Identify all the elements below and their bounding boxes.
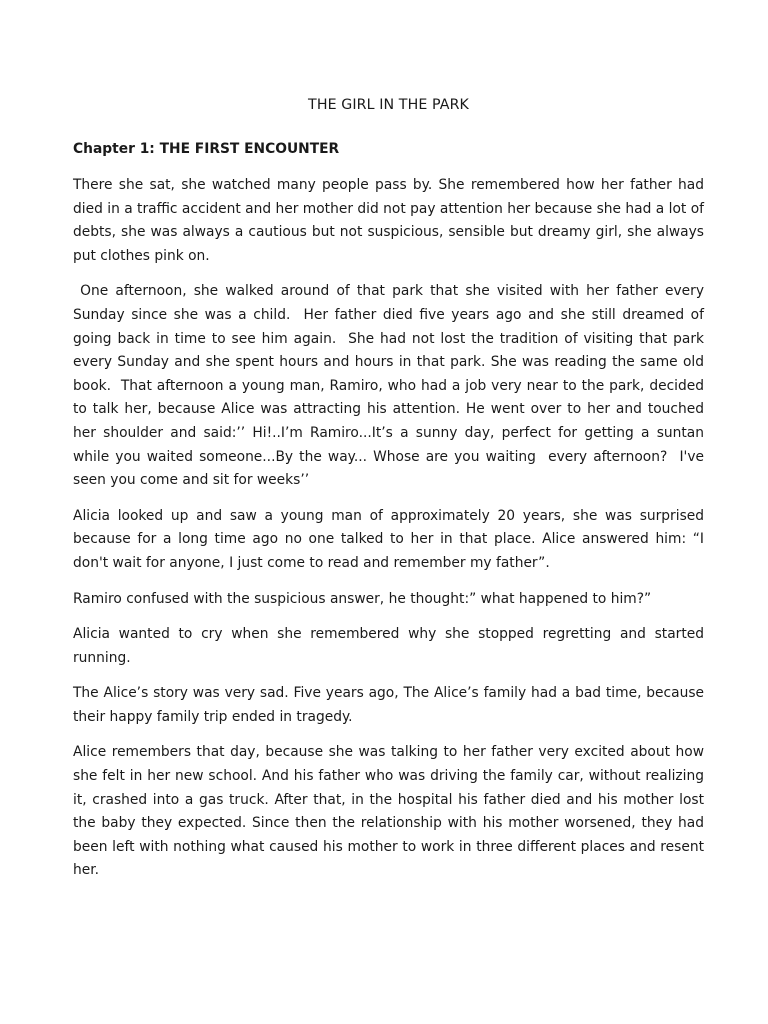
- paragraph-4: Ramiro confused with the suspicious answer, he thought:” what happened to him?”: [73, 590, 652, 607]
- document-title: THE GIRL IN THE PARK: [308, 97, 469, 113]
- paragraph-1: There she sat, she watched many people pass by. She remembered how her father had died in a traffic accident and her mother did not pay attention her because she had a lot of debts, she was always a cautious but not suspicious, sensible but dreamy girl, she always put clothes pink on.: [73, 177, 709, 264]
- paragraph-7: Alice remembers that day, because she was talking to her father very excited about how she felt in her new school. And his father who was driving the family car, without realizing it, crashed into a gas truck. After that, in the hospital his father died and his mother lost the baby they expected. Since then the relationship with his mother worsened, they had been left with nothing what caused his mother to work in three different places and resent her.: [73, 744, 709, 879]
- paragraph-5: Alicia wanted to cry when she remembered why she stopped regretting and started running.: [73, 626, 709, 666]
- paragraph-6: The Alice’s story was very sad. Five years ago, The Alice’s family had a bad time, because their happy family trip ended in tragedy.: [73, 685, 709, 725]
- paragraph-3: Alicia looked up and saw a young man of approximately 20 years, she was surprised because for a long time ago no one talked to her in that place. Alice answered him: “I don't wait for anyone, I just come to read and remember my father”.: [73, 507, 709, 571]
- paragraph-2: One afternoon, she walked around of that park that she visited with her father every Sunday since she was a child. Her father died five years ago and she still dreamed of going back in time to see him again. She had not lost the tradition of visiting that park every Sunday and she spent hours and hours in that park. She was reading the same old book. That afternoon a young man, Ramiro, who had a job very near to the park, decided to talk her, because Alice was attracting his attention. He went over to her and touched her shoulder and said:’’ Hi!..I’m Ramiro...It’s a sunny day, perfect for getting a suntan while you waited someone...By the way... Whose are you waiting every afternoon? I've seen you come and sit for weeks’’: [73, 283, 709, 489]
- chapter-heading: Chapter 1: THE FIRST ENCOUNTER: [73, 141, 340, 157]
